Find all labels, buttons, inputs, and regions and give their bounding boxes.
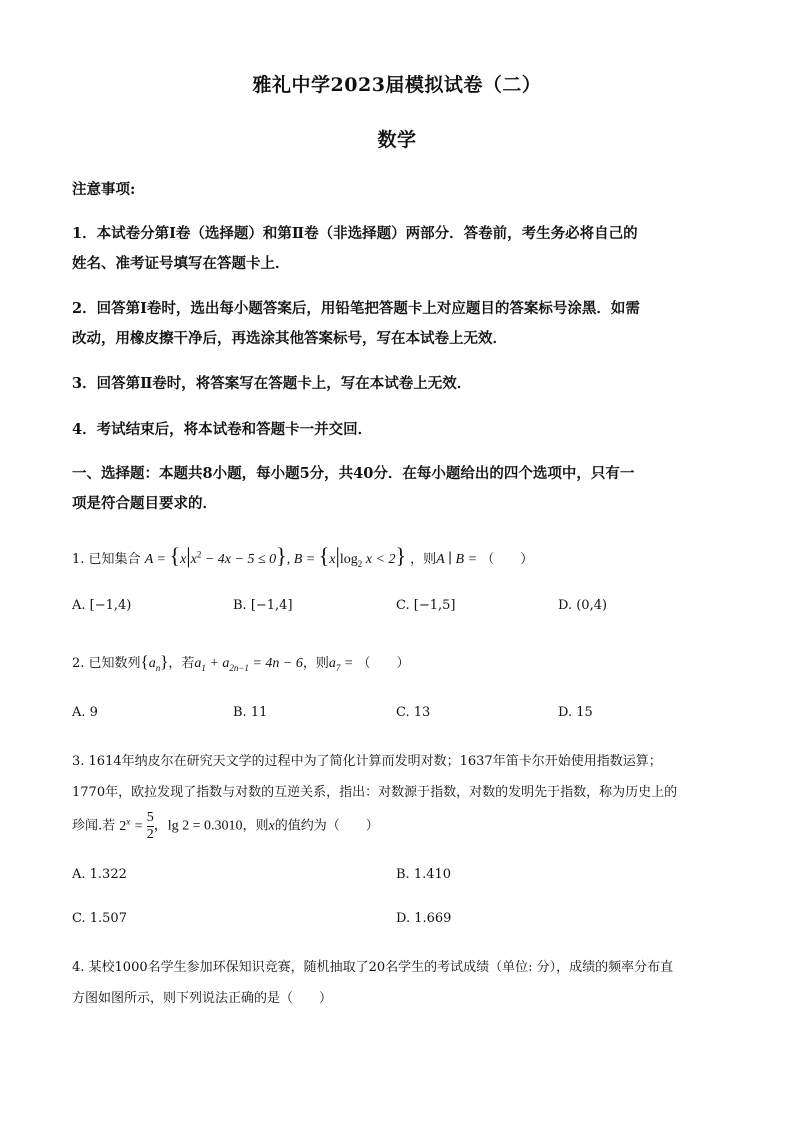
question-3-then: ，则 [242, 818, 269, 834]
question-3-line-2: 1770年，欧拉发现了指数与对数的互逆关系，指出：对数源于指数，对数的发明先于指数，称为历史上的 [72, 785, 678, 800]
question-3-option-b: B. 1.410 [396, 867, 452, 882]
question-2-then: ，则 [302, 656, 329, 671]
section-heading-line-2: 项是符合题目要求的． [72, 495, 217, 512]
question-3-variable: x [268, 818, 275, 834]
question-1-intersection: A ∣ B = [436, 552, 478, 567]
question-2-sequence: $\{a_n\}$ [140, 652, 169, 673]
question-1-option-d: D. (0,4) [558, 598, 608, 613]
question-3-tail: 的值约为（ ） [274, 818, 379, 834]
section-heading-line-1: 一、选择题：本题共8小题，每小题5分，共40分．在每小题给出的四个选项中，只有一 [72, 465, 635, 482]
question-1-formula: $A = \{x|x^2 - 4x - 5 \le 0\}$, $B = \{x|\log_2$ x < 2} [144, 543, 407, 569]
question-1 [72, 543, 533, 569]
question-2-option-c: C. 13 [396, 705, 431, 720]
question-2-mid: ，若 [168, 656, 195, 671]
question-1-tail: （ ） [481, 552, 534, 567]
page-title: 雅礼中学2023届模拟试卷（二） [252, 74, 542, 96]
question-3-line-1: 3. 1614年纳皮尔在研究天文学的过程中为了简化计算而发明对数；1637年笛卡尔开始使用指数运算； [72, 754, 662, 769]
question-1-suffix: ，则 [410, 552, 437, 567]
question-2-option-a: A. 9 [72, 705, 98, 720]
question-2-option-d: D. 15 [558, 705, 593, 720]
question-1-option-b: B. [−1,4] [233, 598, 293, 613]
question-3-equation: $2^x$ = $\frac{5}{2}$ [119, 810, 154, 842]
question-2-target: $a_7$ = [328, 656, 354, 673]
question-3-option-a: A. 1.322 [72, 867, 127, 882]
question-1-prefix: 1. 已知集合 [72, 552, 141, 567]
question-3-prefix: 珍闻.若 [72, 818, 116, 834]
question-2 [72, 652, 409, 673]
question-3-log-value: ，lg 2 = 0.3010 [153, 818, 243, 834]
notice-line-5: 3．回答第Ⅱ卷时，将答案写在答题卡上，写在本试卷上无效． [72, 375, 472, 392]
question-4-line-1: 4. 某校1000名学生参加环保知识竞赛，随机抽取了20名学生的考试成绩（单位: 分），成绩的频率分布直 [72, 960, 674, 975]
notice-line-2: 姓名、准考证号填写在答题卡上． [72, 255, 290, 272]
question-1-option-a: A. [−1,4) [72, 598, 132, 613]
notice-line-3: 2．回答第Ⅰ卷时，选出每小题答案后，用铅笔把答题卡上对应题目的答案标号涂黑．如需 [72, 300, 640, 317]
question-2-prefix: 2. 已知数列 [72, 656, 141, 671]
subject-title: 数学 [377, 129, 417, 151]
question-3-option-d: D. 1.669 [396, 911, 452, 926]
question-4-line-2: 方图如图所示，则下列说法正确的是（ ） [72, 991, 333, 1006]
question-1-option-c: C. [−1,5] [396, 598, 456, 613]
question-3-line-3 [72, 810, 379, 843]
question-2-option-b: B. 11 [233, 705, 268, 720]
question-2-tail: （ ） [357, 656, 410, 671]
notice-line-6: 4．考试结束后，将本试卷和答题卡一并交回． [72, 421, 373, 438]
question-3-option-c: C. 1.507 [72, 911, 127, 926]
notice-line-1: 1．本试卷分第Ⅰ卷（选择题）和第Ⅱ卷（非选择题）两部分．答卷前，考生务必将自己的 [72, 225, 638, 242]
notice-line-4: 改动，用橡皮擦干净后，再选涂其他答案标号，写在本试卷上无效． [72, 330, 507, 347]
notice-heading: 注意事项: [72, 181, 136, 198]
question-2-condition: $a_1 + a_{2n-1} = 4n - 6$ [194, 656, 303, 673]
